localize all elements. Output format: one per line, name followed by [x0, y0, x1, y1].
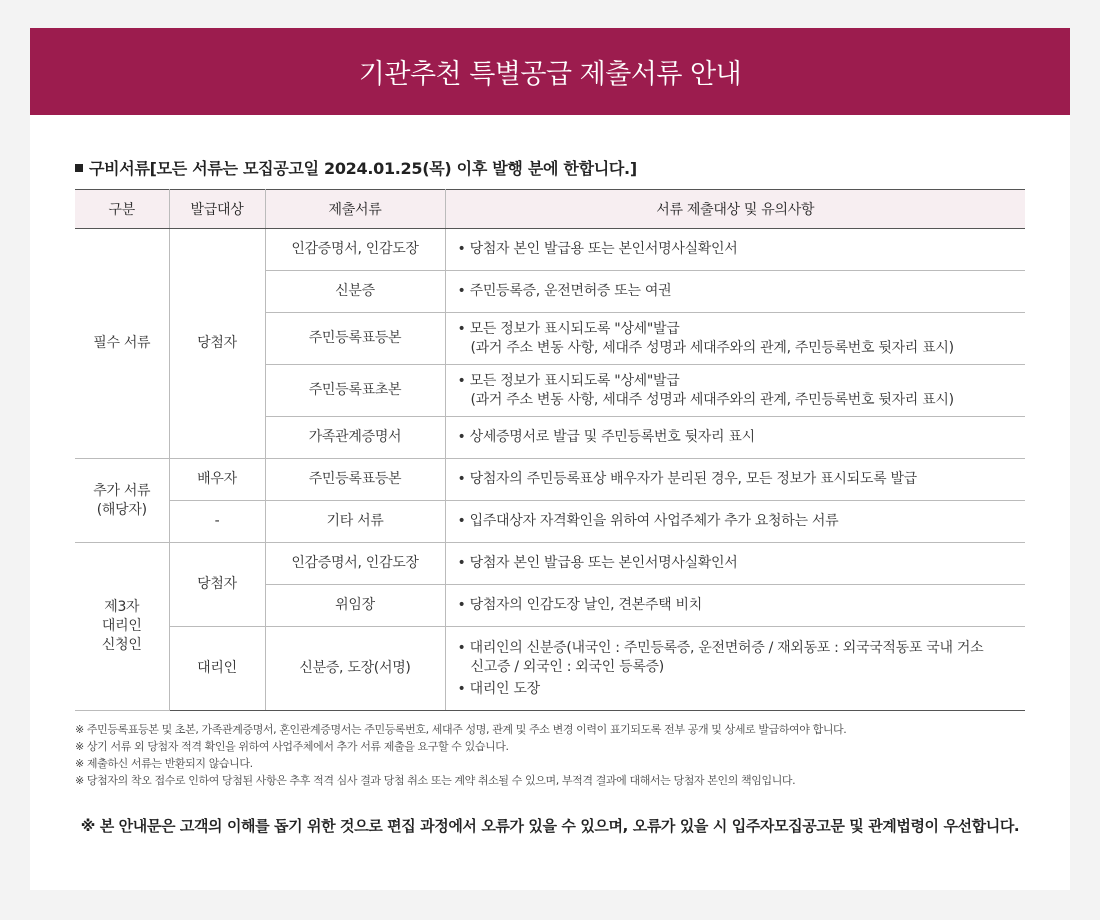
- group-required-label: 필수 서류: [75, 229, 169, 459]
- document-cell: 주민등록표등본: [265, 459, 445, 501]
- table-row: [75, 459, 1025, 501]
- document-cell: 인감증명서, 인감도장: [265, 543, 445, 585]
- group-proxy-target-winner: 당첨자: [169, 543, 265, 627]
- document-cell: 가족관계증명서: [265, 417, 445, 459]
- header-category: 구분: [75, 190, 169, 229]
- section-heading-text: 구비서류[모든 서류는 모집공고일 2024.01.25(목) 이후 발행 분에 한합니다.]: [89, 159, 637, 178]
- documents-table: [75, 189, 1025, 711]
- document-cell: 신분증, 도장(서명): [265, 627, 445, 711]
- document-cell: 인감증명서, 인감도장: [265, 229, 445, 271]
- header-issue-target: 발급대상: [169, 190, 265, 229]
- document-cell: 위임장: [265, 585, 445, 627]
- group-proxy-target-agent: 대리인: [169, 627, 265, 711]
- table-row: [75, 229, 1025, 271]
- table-row: [75, 543, 1025, 585]
- group-required-target: 당첨자: [169, 229, 265, 459]
- notes-cell: • 당첨자의 주민등록표상 배우자가 분리된 경우, 모든 정보가 표시되도록 발급: [445, 459, 1025, 501]
- footnote: ※ 주민등록표등본 및 초본, 가족관계증명서, 혼인관계증명서는 주민등록번호, 세대주 성명, 관계 및 주소 변경 이력이 표기되도록 전부 공개 및 상세로 발급하여야 합니다.: [75, 723, 847, 736]
- notes-cell: • 당첨자의 인감도장 날인, 견본주택 비치: [445, 585, 1025, 627]
- header-document: 제출서류: [265, 190, 445, 229]
- group-additional-target: 배우자: [169, 459, 265, 501]
- document-cell: 주민등록표등본: [265, 313, 445, 365]
- notes-cell: • 모든 정보가 표시되도록 "상세"발급 (과거 주소 변동 사항, 세대주 성명과 세대주와의 관계, 주민등록번호 뒷자리 표시): [445, 365, 1025, 417]
- notes-cell: • 당첨자 본인 발급용 또는 본인서명사실확인서: [445, 229, 1025, 271]
- document-cell: 주민등록표초본: [265, 365, 445, 417]
- footnote: ※ 당첨자의 착오 접수로 인하여 당첨된 사항은 추후 적격 심사 결과 당첨 취소 또는 계약 취소될 수 있으며, 부적격 결과에 대해서는 당첨자 본인의 책임입니다.: [75, 774, 796, 787]
- notes-cell: • 당첨자 본인 발급용 또는 본인서명사실확인서: [445, 543, 1025, 585]
- footnotes: [75, 721, 1035, 789]
- disclaimer: ※ 본 안내문은 고객의 이해를 돕기 위한 것으로 편집 과정에서 오류가 있을 수 있으며, 오류가 있을 시 입주자모집공고문 및 관계법령이 우선합니다.: [80, 817, 1020, 835]
- notes-cell: • 상세증명서로 발급 및 주민등록번호 뒷자리 표시: [445, 417, 1025, 459]
- notes-cell: • 입주대상자 자격확인을 위하여 사업주체가 추가 요청하는 서류: [445, 501, 1025, 543]
- notice-card: [30, 28, 1070, 890]
- square-bullet-icon: [75, 164, 83, 172]
- footnote: ※ 상기 서류 외 당첨자 적격 확인을 위하여 사업주체에서 추가 서류 제출을 요구할 수 있습니다.: [75, 740, 509, 753]
- section-heading: [75, 156, 637, 179]
- table-header-row: [75, 190, 1025, 229]
- notes-cell: • 주민등록증, 운전면허증 또는 여권: [445, 271, 1025, 313]
- notes-cell: • 모든 정보가 표시되도록 "상세"발급 (과거 주소 변동 사항, 세대주 성명과 세대주와의 관계, 주민등록번호 뒷자리 표시): [445, 313, 1025, 365]
- group-proxy-label: 제3자 대리인 신청인: [75, 543, 169, 711]
- title-banner: [30, 28, 1070, 115]
- header-notes: 서류 제출대상 및 유의사항: [445, 190, 1025, 229]
- page-title: 기관추천 특별공급 제출서류 안내: [358, 59, 742, 90]
- document-cell: 신분증: [265, 271, 445, 313]
- document-cell: 기타 서류: [265, 501, 445, 543]
- group-additional-target: -: [169, 501, 265, 543]
- footnote: ※ 제출하신 서류는 반환되지 않습니다.: [75, 757, 253, 770]
- group-additional-label: 추가 서류 (해당자): [75, 459, 169, 543]
- notes-cell: • 대리인의 신분증(내국인 : 주민등록증, 운전면허증 / 재외동포 : 외국국적동포 국내 거소 신고증 / 외국인 : 외국인 등록증) • 대리인 도장: [445, 627, 1025, 711]
- table-row: [75, 627, 1025, 711]
- table-row: [75, 501, 1025, 543]
